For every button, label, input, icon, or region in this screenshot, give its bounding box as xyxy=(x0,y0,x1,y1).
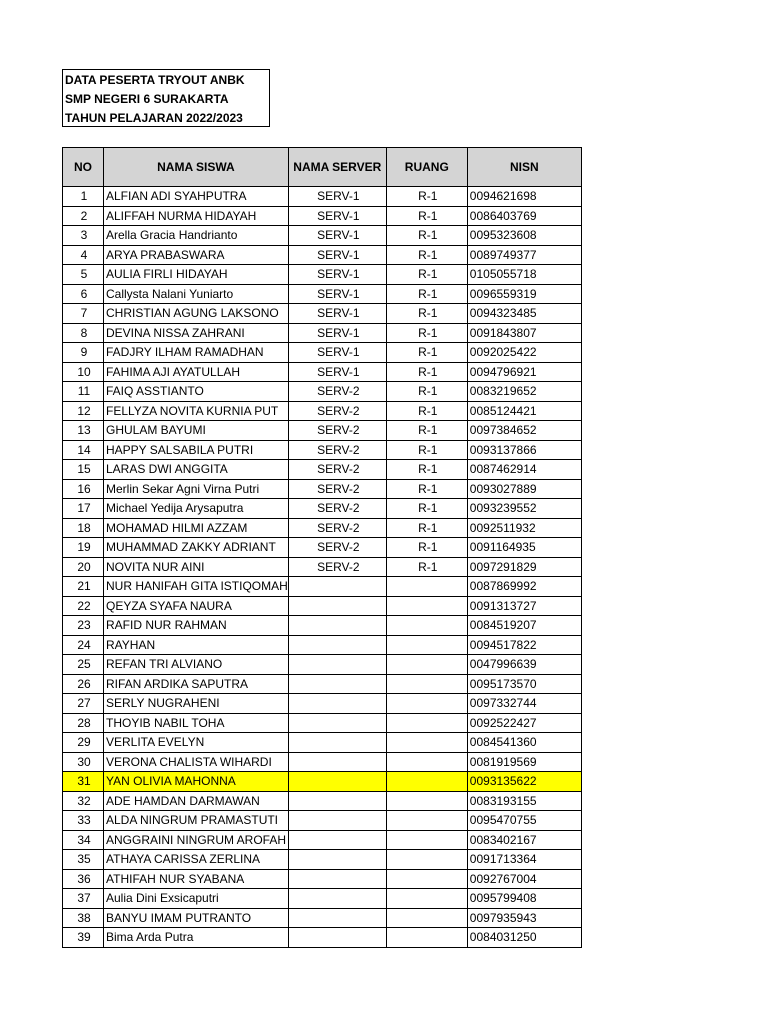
cell-nisn: 0105055718 xyxy=(467,265,581,285)
cell-ruang: R-1 xyxy=(386,187,467,207)
cell-nama-siswa: Bima Arda Putra xyxy=(104,928,289,948)
cell-ruang: R-1 xyxy=(386,284,467,304)
table-row xyxy=(63,265,582,285)
cell-nama-siswa: VERONA CHALISTA WIHARDI xyxy=(104,752,289,772)
cell-nama-siswa: SERLY NUGRAHENI xyxy=(104,694,289,714)
cell-no: 3 xyxy=(63,226,104,246)
table-row xyxy=(63,635,582,655)
table-row xyxy=(63,869,582,889)
cell-nama-siswa: ALDA NINGRUM PRAMASTUTI xyxy=(104,811,289,831)
cell-nama-siswa: Callysta Nalani Yuniarto xyxy=(104,284,289,304)
cell-no: 8 xyxy=(63,323,104,343)
cell-nama-server: SERV-1 xyxy=(288,226,386,246)
cell-no: 18 xyxy=(63,518,104,538)
table-row xyxy=(63,889,582,909)
cell-nama-siswa: THOYIB NABIL TOHA xyxy=(104,713,289,733)
title-line-1: DATA PESERTA TRYOUT ANBK xyxy=(65,73,245,87)
cell-nisn: 0097332744 xyxy=(467,694,581,714)
cell-nama-server xyxy=(288,791,386,811)
cell-nisn: 0083402167 xyxy=(467,830,581,850)
header-nama-server: NAMA SERVER xyxy=(288,148,386,187)
header-nisn: NISN xyxy=(467,148,581,187)
cell-no: 21 xyxy=(63,577,104,597)
cell-nama-siswa: NUR HANIFAH GITA ISTIQOMAH xyxy=(104,577,289,597)
cell-no: 5 xyxy=(63,265,104,285)
table-row xyxy=(63,304,582,324)
table-row xyxy=(63,226,582,246)
table-row xyxy=(63,713,582,733)
cell-ruang xyxy=(386,830,467,850)
cell-nisn: 0091164935 xyxy=(467,538,581,558)
cell-nama-siswa: QEYZA SYAFA NAURA xyxy=(104,596,289,616)
cell-nisn: 0084541360 xyxy=(467,733,581,753)
cell-nama-siswa: ALIFFAH NURMA HIDAYAH xyxy=(104,206,289,226)
cell-ruang: R-1 xyxy=(386,343,467,363)
cell-no: 10 xyxy=(63,362,104,382)
table-row xyxy=(63,421,582,441)
cell-nama-server xyxy=(288,596,386,616)
table-row xyxy=(63,616,582,636)
cell-nama-siswa: ADE HAMDAN DARMAWAN xyxy=(104,791,289,811)
cell-nama-server xyxy=(288,869,386,889)
cell-nisn: 0092025422 xyxy=(467,343,581,363)
cell-nama-siswa: RIFAN ARDIKA SAPUTRA xyxy=(104,674,289,694)
cell-nama-siswa: CHRISTIAN AGUNG LAKSONO xyxy=(104,304,289,324)
cell-no: 11 xyxy=(63,382,104,402)
cell-nama-siswa: FADJRY ILHAM RAMADHAN xyxy=(104,343,289,363)
cell-nama-server xyxy=(288,772,386,792)
table-row xyxy=(63,382,582,402)
cell-nama-server: SERV-1 xyxy=(288,245,386,265)
table-row xyxy=(63,577,582,597)
table-row xyxy=(63,245,582,265)
table-row xyxy=(63,460,582,480)
cell-nisn: 0084031250 xyxy=(467,928,581,948)
cell-ruang: R-1 xyxy=(386,440,467,460)
cell-nama-siswa: BANYU IMAM PUTRANTO xyxy=(104,908,289,928)
cell-ruang: R-1 xyxy=(386,382,467,402)
title-line-2: SMP NEGERI 6 SURAKARTA xyxy=(65,92,229,106)
table-row xyxy=(63,323,582,343)
cell-nama-siswa: ATHIFAH NUR SYABANA xyxy=(104,869,289,889)
cell-no: 13 xyxy=(63,421,104,441)
cell-no: 15 xyxy=(63,460,104,480)
cell-nama-siswa: ATHAYA CARISSA ZERLINA xyxy=(104,850,289,870)
cell-nama-siswa: NOVITA NUR AINI xyxy=(104,557,289,577)
cell-nama-siswa: MUHAMMAD ZAKKY ADRIANT xyxy=(104,538,289,558)
cell-nisn: 0086403769 xyxy=(467,206,581,226)
cell-ruang xyxy=(386,733,467,753)
cell-no: 7 xyxy=(63,304,104,324)
cell-ruang: R-1 xyxy=(386,557,467,577)
table-row xyxy=(63,284,582,304)
cell-nisn: 0087462914 xyxy=(467,460,581,480)
cell-no: 38 xyxy=(63,908,104,928)
header-no: NO xyxy=(63,148,104,187)
table-row xyxy=(63,596,582,616)
cell-nama-server: SERV-2 xyxy=(288,440,386,460)
cell-nama-siswa: Arella Gracia Handrianto xyxy=(104,226,289,246)
cell-nisn: 0093027889 xyxy=(467,479,581,499)
cell-no: 29 xyxy=(63,733,104,753)
cell-nisn: 0092767004 xyxy=(467,869,581,889)
cell-nisn: 0097935943 xyxy=(467,908,581,928)
cell-nisn: 0094621698 xyxy=(467,187,581,207)
table-row xyxy=(63,850,582,870)
cell-no: 25 xyxy=(63,655,104,675)
header-nama-siswa: NAMA SISWA xyxy=(104,148,289,187)
cell-no: 17 xyxy=(63,499,104,519)
cell-nama-siswa: ALFIAN ADI SYAHPUTRA xyxy=(104,187,289,207)
cell-ruang: R-1 xyxy=(386,479,467,499)
cell-ruang xyxy=(386,791,467,811)
cell-ruang xyxy=(386,577,467,597)
table-row xyxy=(63,674,582,694)
cell-nisn: 0083193155 xyxy=(467,791,581,811)
cell-nisn: 0094323485 xyxy=(467,304,581,324)
cell-nama-siswa: RAFID NUR RAHMAN xyxy=(104,616,289,636)
cell-nama-server: SERV-2 xyxy=(288,518,386,538)
cell-no: 35 xyxy=(63,850,104,870)
table-row xyxy=(63,928,582,948)
cell-nama-server: SERV-1 xyxy=(288,284,386,304)
cell-nama-siswa: RAYHAN xyxy=(104,635,289,655)
table-row xyxy=(63,206,582,226)
cell-nama-server: SERV-2 xyxy=(288,538,386,558)
cell-nisn: 0092522427 xyxy=(467,713,581,733)
cell-no: 9 xyxy=(63,343,104,363)
table-row xyxy=(63,538,582,558)
cell-ruang: R-1 xyxy=(386,421,467,441)
cell-nisn: 0091713364 xyxy=(467,850,581,870)
cell-ruang: R-1 xyxy=(386,206,467,226)
participants-table xyxy=(62,147,582,948)
cell-no: 33 xyxy=(63,811,104,831)
title-box xyxy=(62,69,270,127)
cell-ruang xyxy=(386,752,467,772)
cell-ruang xyxy=(386,869,467,889)
cell-ruang: R-1 xyxy=(386,518,467,538)
cell-nisn: 0094796921 xyxy=(467,362,581,382)
cell-no: 31 xyxy=(63,772,104,792)
cell-ruang: R-1 xyxy=(386,245,467,265)
cell-nama-server: SERV-1 xyxy=(288,206,386,226)
cell-ruang xyxy=(386,889,467,909)
cell-nisn: 0096559319 xyxy=(467,284,581,304)
cell-nama-server xyxy=(288,616,386,636)
cell-nisn: 0095470755 xyxy=(467,811,581,831)
cell-ruang: R-1 xyxy=(386,323,467,343)
table-row xyxy=(63,518,582,538)
cell-no: 23 xyxy=(63,616,104,636)
cell-ruang xyxy=(386,655,467,675)
table-row xyxy=(63,752,582,772)
cell-no: 24 xyxy=(63,635,104,655)
cell-nisn: 0092511932 xyxy=(467,518,581,538)
cell-nama-server: SERV-2 xyxy=(288,557,386,577)
cell-ruang: R-1 xyxy=(386,265,467,285)
cell-no: 34 xyxy=(63,830,104,850)
cell-nisn: 0047996639 xyxy=(467,655,581,675)
table-row xyxy=(63,401,582,421)
header-ruang: RUANG xyxy=(386,148,467,187)
cell-ruang: R-1 xyxy=(386,226,467,246)
cell-nama-server: SERV-2 xyxy=(288,382,386,402)
cell-nisn: 0094517822 xyxy=(467,635,581,655)
cell-nama-server: SERV-2 xyxy=(288,421,386,441)
cell-nama-server: SERV-2 xyxy=(288,460,386,480)
cell-nama-server: SERV-1 xyxy=(288,323,386,343)
table-row xyxy=(63,908,582,928)
cell-ruang xyxy=(386,635,467,655)
cell-nama-server xyxy=(288,694,386,714)
cell-nama-server: SERV-1 xyxy=(288,362,386,382)
cell-ruang xyxy=(386,908,467,928)
cell-no: 6 xyxy=(63,284,104,304)
cell-nisn: 0091843807 xyxy=(467,323,581,343)
cell-nisn: 0083219652 xyxy=(467,382,581,402)
cell-no: 22 xyxy=(63,596,104,616)
cell-nama-siswa: Michael Yedija Arysaputra xyxy=(104,499,289,519)
cell-ruang: R-1 xyxy=(386,401,467,421)
table-row xyxy=(63,479,582,499)
cell-nama-siswa: HAPPY SALSABILA PUTRI xyxy=(104,440,289,460)
cell-nama-siswa: VERLITA EVELYN xyxy=(104,733,289,753)
title-line-3: TAHUN PELAJARAN 2022/2023 xyxy=(65,111,243,125)
cell-nama-siswa: ANGGRAINI NINGRUM AROFAH xyxy=(104,830,289,850)
cell-no: 16 xyxy=(63,479,104,499)
cell-nama-server xyxy=(288,713,386,733)
cell-nisn: 0097384652 xyxy=(467,421,581,441)
cell-ruang xyxy=(386,694,467,714)
table-row xyxy=(63,830,582,850)
cell-nama-server xyxy=(288,811,386,831)
table-row xyxy=(63,440,582,460)
cell-ruang xyxy=(386,772,467,792)
cell-ruang: R-1 xyxy=(386,499,467,519)
cell-nama-siswa: AULIA FIRLI HIDAYAH xyxy=(104,265,289,285)
cell-nisn: 0087869992 xyxy=(467,577,581,597)
cell-ruang: R-1 xyxy=(386,538,467,558)
cell-ruang: R-1 xyxy=(386,304,467,324)
cell-nama-server xyxy=(288,752,386,772)
cell-nama-server: SERV-1 xyxy=(288,187,386,207)
cell-nama-server xyxy=(288,850,386,870)
cell-no: 36 xyxy=(63,869,104,889)
cell-nama-siswa: ARYA PRABASWARA xyxy=(104,245,289,265)
cell-nisn: 0084519207 xyxy=(467,616,581,636)
cell-nama-server xyxy=(288,889,386,909)
cell-nisn: 0095323608 xyxy=(467,226,581,246)
table-row xyxy=(63,343,582,363)
cell-no: 19 xyxy=(63,538,104,558)
cell-nama-server xyxy=(288,908,386,928)
cell-nama-siswa: FELLYZA NOVITA KURNIA PUT xyxy=(104,401,289,421)
cell-nisn: 0093137866 xyxy=(467,440,581,460)
cell-nisn: 0093135622 xyxy=(467,772,581,792)
table-row xyxy=(63,733,582,753)
cell-ruang xyxy=(386,674,467,694)
cell-no: 4 xyxy=(63,245,104,265)
cell-nama-server: SERV-1 xyxy=(288,304,386,324)
cell-no: 14 xyxy=(63,440,104,460)
cell-ruang xyxy=(386,811,467,831)
cell-no: 20 xyxy=(63,557,104,577)
table-header-row xyxy=(63,148,582,187)
cell-no: 30 xyxy=(63,752,104,772)
table-row xyxy=(63,791,582,811)
cell-nama-siswa: YAN OLIVIA MAHONNA xyxy=(104,772,289,792)
cell-nisn: 0093239552 xyxy=(467,499,581,519)
cell-ruang xyxy=(386,713,467,733)
table-row xyxy=(63,655,582,675)
cell-no: 27 xyxy=(63,694,104,714)
cell-nisn: 0095173570 xyxy=(467,674,581,694)
table-row xyxy=(63,772,582,792)
table-body xyxy=(63,187,582,948)
cell-nama-siswa: Merlin Sekar Agni Virna Putri xyxy=(104,479,289,499)
cell-nama-siswa: REFAN TRI ALVIANO xyxy=(104,655,289,675)
cell-nama-siswa: GHULAM BAYUMI xyxy=(104,421,289,441)
cell-no: 1 xyxy=(63,187,104,207)
cell-ruang: R-1 xyxy=(386,362,467,382)
cell-nama-server: SERV-1 xyxy=(288,265,386,285)
cell-nama-siswa: FAIQ ASSTIANTO xyxy=(104,382,289,402)
cell-nisn: 0097291829 xyxy=(467,557,581,577)
cell-ruang xyxy=(386,928,467,948)
table-row xyxy=(63,811,582,831)
cell-nisn: 0091313727 xyxy=(467,596,581,616)
table-row xyxy=(63,187,582,207)
cell-ruang: R-1 xyxy=(386,460,467,480)
cell-no: 39 xyxy=(63,928,104,948)
cell-nisn: 0095799408 xyxy=(467,889,581,909)
cell-nama-server xyxy=(288,635,386,655)
cell-nama-siswa: LARAS DWI ANGGITA xyxy=(104,460,289,480)
cell-ruang xyxy=(386,596,467,616)
cell-nama-server xyxy=(288,577,386,597)
cell-nama-server xyxy=(288,830,386,850)
cell-nisn: 0081919569 xyxy=(467,752,581,772)
cell-nama-server xyxy=(288,655,386,675)
cell-no: 2 xyxy=(63,206,104,226)
cell-nama-server: SERV-2 xyxy=(288,499,386,519)
cell-nama-siswa: Aulia Dini Exsicaputri xyxy=(104,889,289,909)
cell-no: 26 xyxy=(63,674,104,694)
cell-nama-server: SERV-2 xyxy=(288,401,386,421)
cell-nisn: 0085124421 xyxy=(467,401,581,421)
cell-no: 32 xyxy=(63,791,104,811)
cell-ruang xyxy=(386,850,467,870)
table-row xyxy=(63,499,582,519)
cell-nama-server xyxy=(288,674,386,694)
cell-nama-server xyxy=(288,733,386,753)
table-row xyxy=(63,557,582,577)
cell-nama-siswa: MOHAMAD HILMI AZZAM xyxy=(104,518,289,538)
table-row xyxy=(63,694,582,714)
cell-no: 28 xyxy=(63,713,104,733)
cell-nama-siswa: DEVINA NISSA ZAHRANI xyxy=(104,323,289,343)
cell-nisn: 0089749377 xyxy=(467,245,581,265)
cell-nama-server: SERV-2 xyxy=(288,479,386,499)
cell-ruang xyxy=(386,616,467,636)
cell-nama-server xyxy=(288,928,386,948)
cell-nama-siswa: FAHIMA AJI AYATULLAH xyxy=(104,362,289,382)
cell-no: 12 xyxy=(63,401,104,421)
cell-nama-server: SERV-1 xyxy=(288,343,386,363)
table-row xyxy=(63,362,582,382)
cell-no: 37 xyxy=(63,889,104,909)
